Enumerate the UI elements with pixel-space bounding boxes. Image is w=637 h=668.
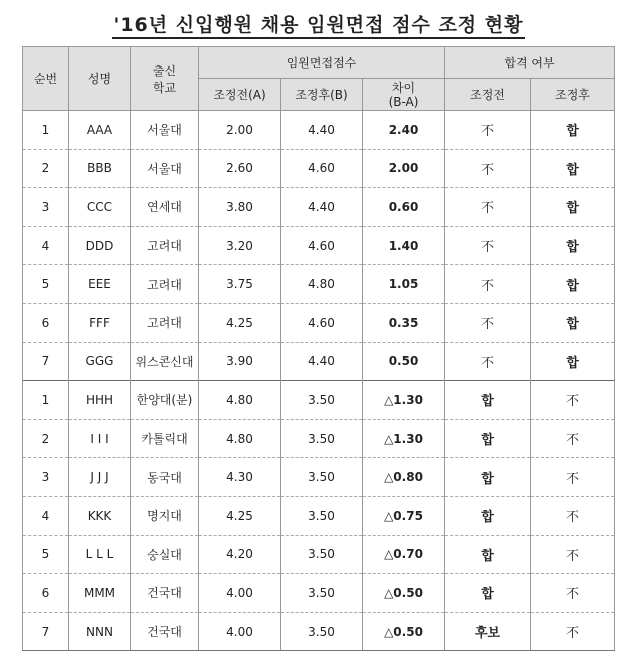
table-body	[23, 111, 615, 651]
cell-name: CCC	[69, 188, 131, 227]
cell-before-score: 4.30	[199, 458, 281, 497]
cell-diff: 2.40	[363, 111, 445, 150]
cell-pass-after: 不	[531, 612, 615, 651]
cell-diff: 1.40	[363, 226, 445, 265]
cell-no: 1	[23, 381, 69, 420]
cell-pass-after: 不	[531, 535, 615, 574]
header-name: 성명	[69, 47, 131, 111]
cell-no: 5	[23, 265, 69, 304]
cell-before-score: 4.00	[199, 612, 281, 651]
cell-before-score: 4.25	[199, 303, 281, 342]
header-no: 순번	[23, 47, 69, 111]
cell-before-score: 4.20	[199, 535, 281, 574]
cell-school: 숭실대	[131, 535, 199, 574]
table-row	[23, 574, 615, 613]
table-row	[23, 226, 615, 265]
header-pass-before: 조정전	[445, 79, 531, 111]
cell-pass-before: 합	[445, 381, 531, 420]
cell-pass-after: 不	[531, 419, 615, 458]
cell-no: 4	[23, 226, 69, 265]
cell-name: EEE	[69, 265, 131, 304]
cell-school: 카톨릭대	[131, 419, 199, 458]
cell-after-score: 3.50	[281, 612, 363, 651]
cell-diff: △1.30	[363, 381, 445, 420]
cell-after-score: 4.40	[281, 188, 363, 227]
cell-diff: △0.80	[363, 458, 445, 497]
header-before-score: 조정전(A)	[199, 79, 281, 111]
table-row	[23, 612, 615, 651]
cell-no: 7	[23, 342, 69, 381]
cell-no: 6	[23, 574, 69, 613]
cell-pass-before: 합	[445, 535, 531, 574]
cell-pass-after: 합	[531, 265, 615, 304]
cell-no: 3	[23, 188, 69, 227]
cell-after-score: 4.40	[281, 111, 363, 150]
cell-after-score: 4.80	[281, 265, 363, 304]
cell-no: 7	[23, 612, 69, 651]
cell-diff: 2.00	[363, 149, 445, 188]
cell-before-score: 3.20	[199, 226, 281, 265]
cell-before-score: 4.80	[199, 419, 281, 458]
cell-pass-before: 不	[445, 188, 531, 227]
cell-diff: 0.60	[363, 188, 445, 227]
cell-school: 동국대	[131, 458, 199, 497]
cell-before-score: 2.60	[199, 149, 281, 188]
cell-pass-before: 不	[445, 265, 531, 304]
cell-diff: 1.05	[363, 265, 445, 304]
header-school: 출신 학교	[131, 47, 199, 111]
table-row	[23, 419, 615, 458]
header-pass-group: 합격 여부	[445, 47, 615, 79]
cell-after-score: 3.50	[281, 496, 363, 535]
cell-diff: △0.50	[363, 612, 445, 651]
cell-after-score: 3.50	[281, 419, 363, 458]
cell-name: FFF	[69, 303, 131, 342]
cell-diff: △0.75	[363, 496, 445, 535]
cell-name: I I I	[69, 419, 131, 458]
cell-before-score: 3.90	[199, 342, 281, 381]
table-row	[23, 535, 615, 574]
cell-school: 서울대	[131, 111, 199, 150]
cell-name: AAA	[69, 111, 131, 150]
table-row	[23, 265, 615, 304]
page-title-text: '16년 신입행원 채용 임원면접 점수 조정 현황	[112, 14, 526, 39]
cell-school: 고려대	[131, 303, 199, 342]
cell-name: J J J	[69, 458, 131, 497]
table-row	[23, 149, 615, 188]
cell-after-score: 4.60	[281, 226, 363, 265]
cell-pass-after: 합	[531, 226, 615, 265]
cell-before-score: 3.80	[199, 188, 281, 227]
header-after-score: 조정후(B)	[281, 79, 363, 111]
table-row	[23, 111, 615, 150]
cell-before-score: 4.00	[199, 574, 281, 613]
cell-no: 2	[23, 149, 69, 188]
cell-pass-before: 不	[445, 226, 531, 265]
cell-name: GGG	[69, 342, 131, 381]
cell-school: 건국대	[131, 612, 199, 651]
table-row	[23, 381, 615, 420]
table-row	[23, 496, 615, 535]
cell-name: KKK	[69, 496, 131, 535]
cell-school: 고려대	[131, 265, 199, 304]
cell-pass-before: 不	[445, 149, 531, 188]
header-pass-after: 조정후	[531, 79, 615, 111]
cell-after-score: 4.60	[281, 303, 363, 342]
cell-school: 건국대	[131, 574, 199, 613]
cell-after-score: 3.50	[281, 574, 363, 613]
cell-pass-after: 합	[531, 111, 615, 150]
score-table	[22, 46, 615, 651]
cell-school: 명지대	[131, 496, 199, 535]
cell-pass-before: 합	[445, 496, 531, 535]
cell-pass-after: 합	[531, 188, 615, 227]
table-row	[23, 303, 615, 342]
cell-school: 고려대	[131, 226, 199, 265]
cell-no: 3	[23, 458, 69, 497]
cell-no: 1	[23, 111, 69, 150]
table-header	[23, 47, 615, 111]
cell-name: DDD	[69, 226, 131, 265]
cell-after-score: 3.50	[281, 381, 363, 420]
cell-pass-before: 不	[445, 342, 531, 381]
cell-diff: △0.70	[363, 535, 445, 574]
table-row	[23, 188, 615, 227]
cell-pass-before: 不	[445, 303, 531, 342]
cell-school: 연세대	[131, 188, 199, 227]
cell-no: 6	[23, 303, 69, 342]
cell-before-score: 4.25	[199, 496, 281, 535]
cell-no: 5	[23, 535, 69, 574]
cell-before-score: 2.00	[199, 111, 281, 150]
cell-no: 2	[23, 419, 69, 458]
header-diff: 차이 (B-A)	[363, 79, 445, 111]
cell-school: 위스콘신대	[131, 342, 199, 381]
cell-diff: 0.35	[363, 303, 445, 342]
cell-pass-before: 不	[445, 111, 531, 150]
cell-after-score: 4.60	[281, 149, 363, 188]
cell-school: 한양대(분)	[131, 381, 199, 420]
cell-pass-before: 후보	[445, 612, 531, 651]
cell-name: L L L	[69, 535, 131, 574]
cell-diff: △1.30	[363, 419, 445, 458]
cell-diff: △0.50	[363, 574, 445, 613]
cell-no: 4	[23, 496, 69, 535]
cell-pass-after: 합	[531, 149, 615, 188]
cell-after-score: 4.40	[281, 342, 363, 381]
table-row	[23, 342, 615, 381]
cell-name: HHH	[69, 381, 131, 420]
cell-school: 서울대	[131, 149, 199, 188]
cell-pass-after: 합	[531, 342, 615, 381]
cell-pass-after: 不	[531, 574, 615, 613]
page-title	[0, 10, 637, 37]
cell-pass-before: 합	[445, 458, 531, 497]
cell-diff: 0.50	[363, 342, 445, 381]
cell-before-score: 4.80	[199, 381, 281, 420]
cell-pass-after: 不	[531, 381, 615, 420]
cell-pass-after: 不	[531, 496, 615, 535]
cell-name: NNN	[69, 612, 131, 651]
cell-before-score: 3.75	[199, 265, 281, 304]
header-interview-group: 임원면접점수	[199, 47, 445, 79]
cell-after-score: 3.50	[281, 458, 363, 497]
cell-name: BBB	[69, 149, 131, 188]
cell-pass-after: 합	[531, 303, 615, 342]
cell-pass-before: 합	[445, 419, 531, 458]
cell-name: MMM	[69, 574, 131, 613]
cell-pass-before: 합	[445, 574, 531, 613]
cell-pass-after: 不	[531, 458, 615, 497]
cell-after-score: 3.50	[281, 535, 363, 574]
table-row	[23, 458, 615, 497]
